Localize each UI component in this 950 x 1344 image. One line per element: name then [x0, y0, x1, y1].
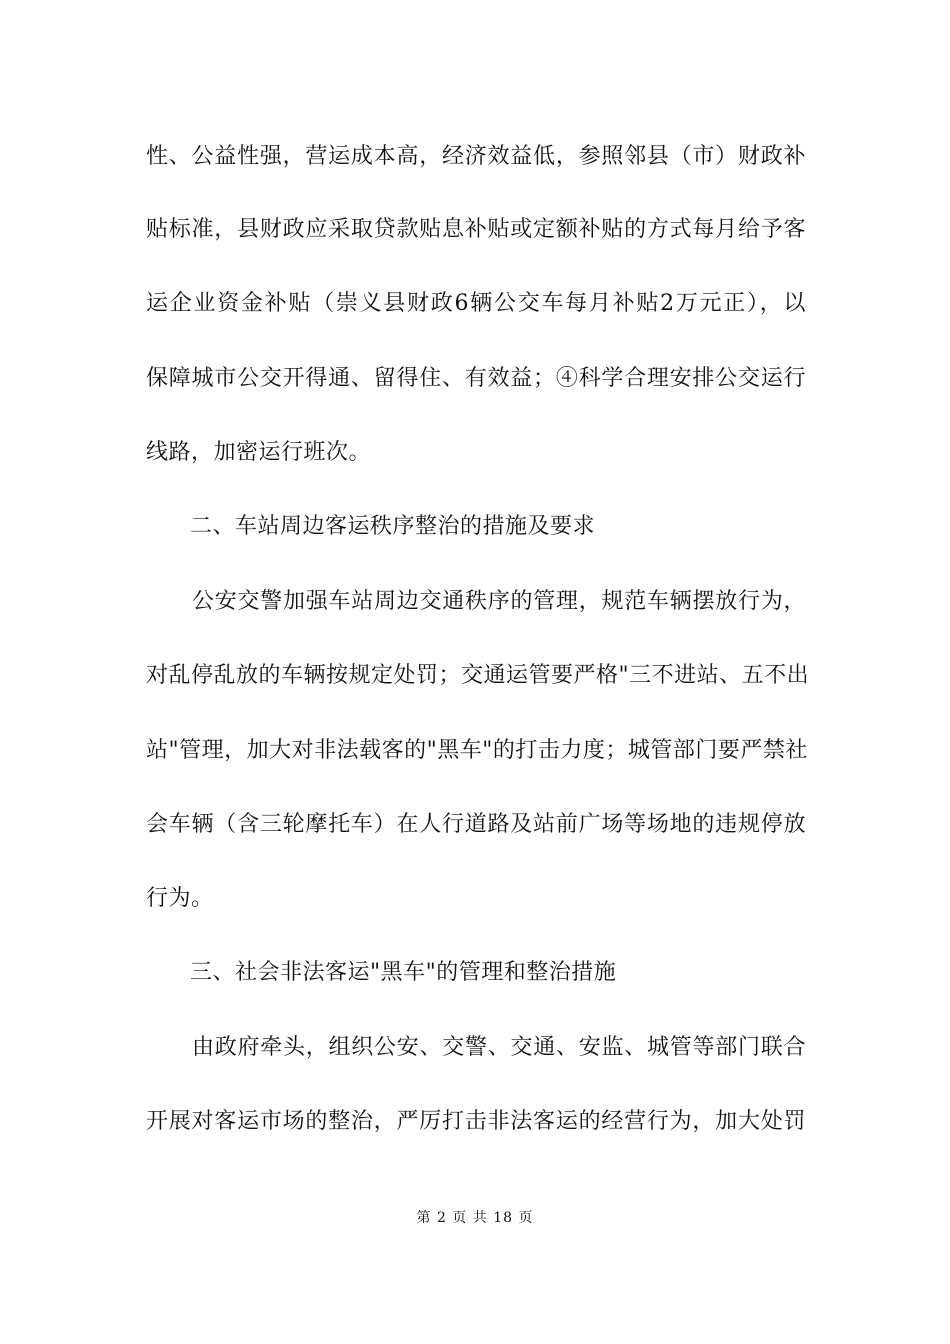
- section-heading: 三、社会非法客运"黑车"的管理和整治措施: [190, 960, 617, 985]
- body-text-line: 行为。: [146, 886, 214, 911]
- page-number-footer: 第 2 页 共 18 页: [416, 1210, 534, 1226]
- body-text-line: 站"管理，加大对非法载客的"黑车"的打击力度；城管部门要严禁社: [146, 738, 808, 763]
- body-text-line: 保障城市公交开得通、留得住、有效益；④科学合理安排公交运行: [146, 366, 806, 391]
- body-text-line: 性、公益性强，营运成本高，经济效益低，参照邻县（市）财政补: [146, 144, 806, 169]
- section-heading: 二、车站周边客运秩序整治的措施及要求: [190, 514, 596, 539]
- body-text-line: 贴标准，县财政应采取贷款贴息补贴或定额补贴的方式每月给予客: [146, 217, 806, 242]
- body-text-line: 开展对客运市场的整治，严厉打击非法客运的经营行为，加大处罚: [146, 1109, 806, 1134]
- body-text-line: 由政府牵头，组织公安、交警、交通、安监、城管等部门联合: [192, 1035, 806, 1060]
- body-text-line: 线路，加密运行班次。: [146, 440, 372, 465]
- body-text-line: 会车辆（含三轮摩托车）在人行道路及站前广场等场地的违规停放: [146, 812, 806, 837]
- body-text-line: 公安交警加强车站周边交通秩序的管理，规范车辆摆放行为，: [192, 589, 806, 614]
- body-text-line: 运企业资金补贴（崇义县财政6辆公交车每月补贴2万元正），以: [146, 291, 806, 316]
- body-text-line: 对乱停乱放的车辆按规定处罚；交通运管要严格"三不进站、五不出: [146, 663, 810, 688]
